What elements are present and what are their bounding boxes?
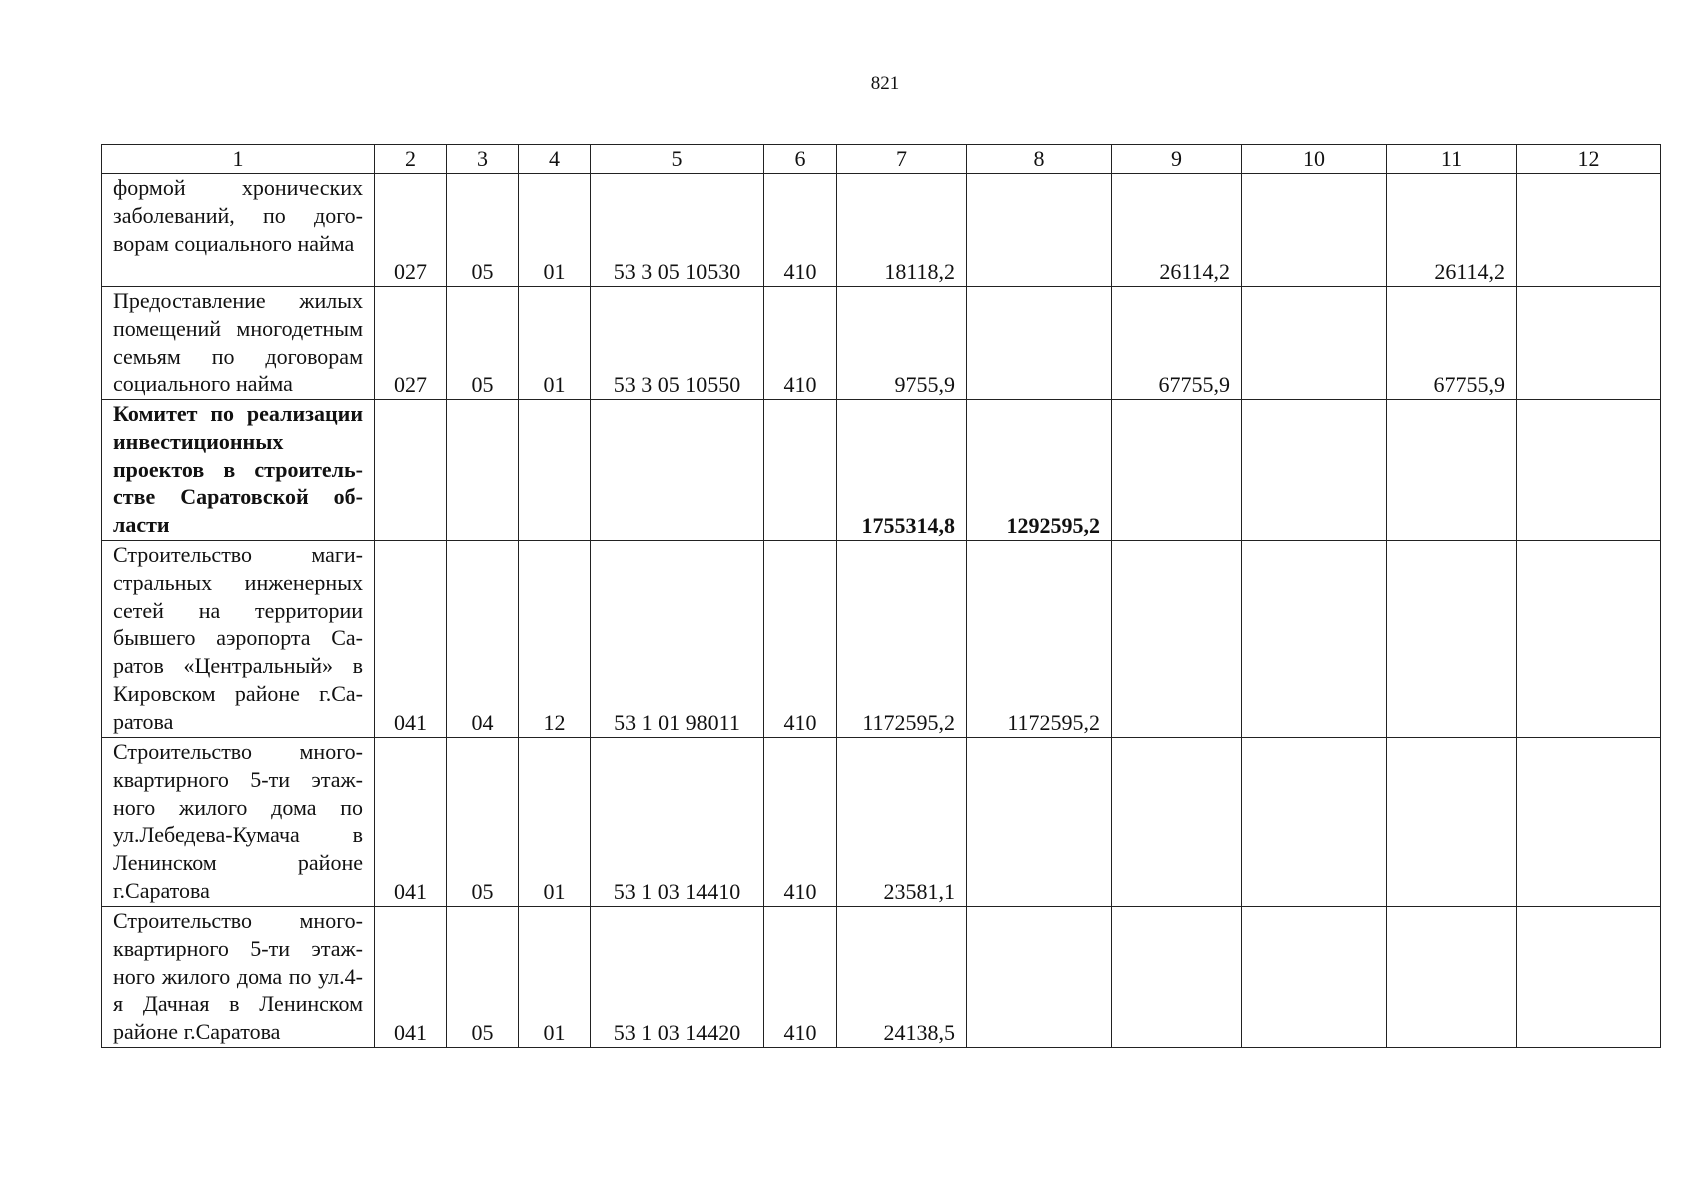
table-cell: 9755,9 [837,287,967,400]
column-header: 4 [519,145,591,174]
table-cell [1387,541,1517,738]
column-header: 6 [764,145,837,174]
table-cell: 1172595,2 [967,541,1112,738]
table-cell: 26114,2 [1387,174,1517,287]
table-cell: 041 [375,541,447,738]
column-header: 12 [1517,145,1661,174]
table-cell: 027 [375,174,447,287]
table-cell: 05 [447,907,519,1048]
table-cell [967,738,1112,907]
table-cell [1112,738,1242,907]
table-cell: 05 [447,174,519,287]
table-cell: 53 3 05 10550 [591,287,764,400]
table-cell [967,174,1112,287]
table-cell: 05 [447,287,519,400]
table-cell: 23581,1 [837,738,967,907]
table-cell [1242,907,1387,1048]
table-cell: 53 3 05 10530 [591,174,764,287]
table-cell [1242,738,1387,907]
table-cell: 1755314,8 [837,400,967,541]
table-cell [1517,287,1661,400]
row-name-cell: Строительство магистральных инженерных сетей на территории бывшего аэропорта Саратов «Центральный» в Кировском районе г.Саратова [102,541,375,738]
table-cell: 1172595,2 [837,541,967,738]
table-cell [447,400,519,541]
column-header: 1 [102,145,375,174]
table-cell: 01 [519,287,591,400]
table-cell [1112,907,1242,1048]
table-header-row [102,145,1661,174]
row-name-cell: формой хронических заболеваний, по договорам социального найма [102,174,375,287]
column-header: 9 [1112,145,1242,174]
table-cell [764,400,837,541]
column-header: 8 [967,145,1112,174]
table-cell: 1292595,2 [967,400,1112,541]
table-cell: 26114,2 [1112,174,1242,287]
table-row [102,541,1661,738]
table-cell: 410 [764,738,837,907]
row-name-cell: Предоставление жилых помещений многодетным семьям по договорам социального найма [102,287,375,400]
table-cell: 410 [764,174,837,287]
table-cell: 67755,9 [1387,287,1517,400]
table-cell [1517,541,1661,738]
table-cell: 53 1 01 98011 [591,541,764,738]
table-cell: 53 1 03 14410 [591,738,764,907]
table-cell [1242,541,1387,738]
table-cell [1517,400,1661,541]
column-header: 10 [1242,145,1387,174]
table-cell: 24138,5 [837,907,967,1048]
table-cell: 027 [375,287,447,400]
table-cell: 410 [764,541,837,738]
table-cell [1242,174,1387,287]
row-name-cell: Строительство многоквартирного 5-ти этажного жилого дома по ул.4-я Дачная в Ленинском районе г.Саратова [102,907,375,1048]
table-cell: 05 [447,738,519,907]
table-row [102,907,1661,1048]
row-name-cell: Строительство многоквартирного 5-ти этажного жилого дома по ул.Лебедева-Кумача в Ленинском районе г.Саратова [102,738,375,907]
table-cell [967,907,1112,1048]
table-cell [1242,287,1387,400]
column-header: 7 [837,145,967,174]
table-cell: 04 [447,541,519,738]
table-cell [375,400,447,541]
table-cell: 01 [519,738,591,907]
column-header: 11 [1387,145,1517,174]
table-cell [967,287,1112,400]
row-name-cell: Комитет по реализации инвестиционных проектов в строительстве Саратовской области [102,400,375,541]
table-cell [1517,738,1661,907]
column-header: 2 [375,145,447,174]
table-cell [1112,541,1242,738]
table-cell [1517,907,1661,1048]
table-row [102,400,1661,541]
table-cell [1387,400,1517,541]
table-cell [1242,400,1387,541]
table-row [102,174,1661,287]
table-cell: 53 1 03 14420 [591,907,764,1048]
table-cell [591,400,764,541]
table-cell: 01 [519,174,591,287]
table-cell [519,400,591,541]
table-row [102,738,1661,907]
table-cell [1387,907,1517,1048]
column-header: 3 [447,145,519,174]
table-cell: 410 [764,287,837,400]
table-cell: 67755,9 [1112,287,1242,400]
table-row [102,287,1661,400]
table-cell: 041 [375,738,447,907]
table-cell: 410 [764,907,837,1048]
budget-table [101,144,1661,1048]
table-cell [1112,400,1242,541]
table-cell: 18118,2 [837,174,967,287]
table-cell [1387,738,1517,907]
table-cell [1517,174,1661,287]
table-cell: 12 [519,541,591,738]
table-cell: 041 [375,907,447,1048]
column-header: 5 [591,145,764,174]
table-cell: 01 [519,907,591,1048]
page-number: 821 [870,73,900,94]
